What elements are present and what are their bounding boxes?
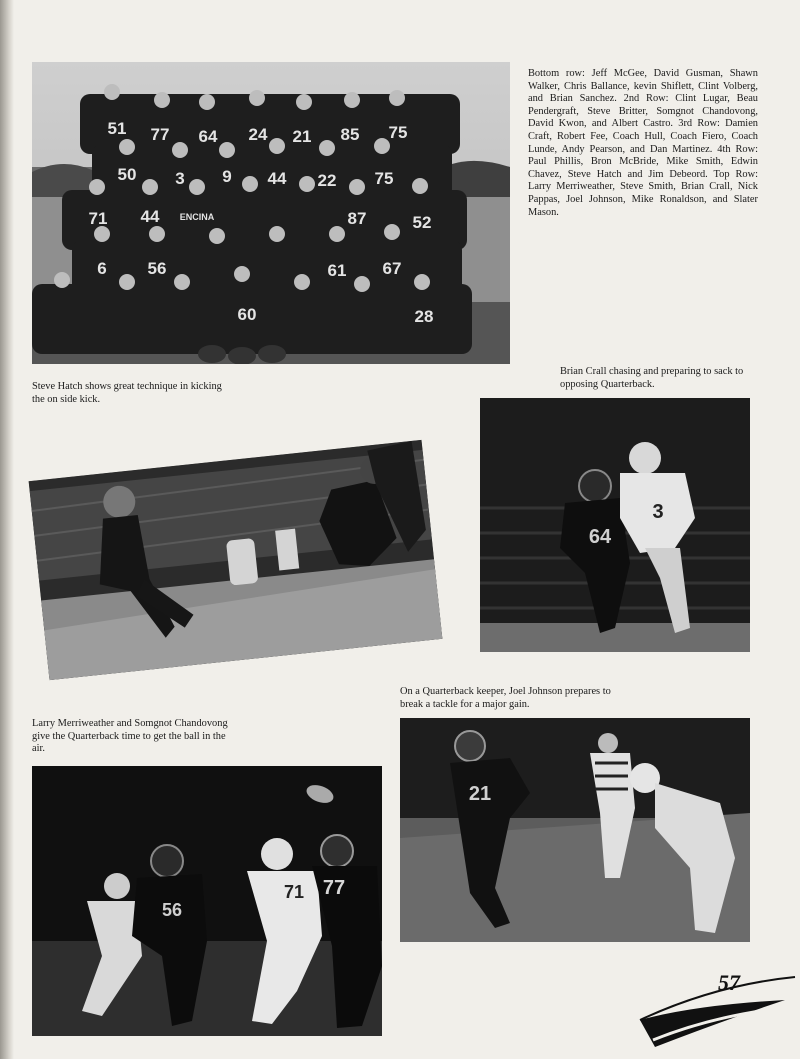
team-jersey-number: 77 xyxy=(150,125,170,144)
team-jersey-number: 75 xyxy=(374,169,394,188)
team-jersey-number: 50 xyxy=(117,165,137,184)
team-jersey-number: 44 xyxy=(140,207,160,226)
pass-jersey-number: 77 xyxy=(322,877,346,899)
team-photo xyxy=(32,62,510,364)
keeper-jersey-number: 21 xyxy=(468,783,492,805)
pass-photo-image xyxy=(32,766,382,1036)
team-jersey-number: 44 xyxy=(267,169,287,188)
team-photo-caption: Bottom row: Jeff McGee, David Gusman, Shawn Walker, Chris Ballance, kevin Shiflett, Clint Volberg, and Brian Sanchez. 2nd Row: Clint Lugar, Beau Pendergraft, Steve Britter, Somgnot Chandovong, David Kwon, and Albert Castro. 3rd Row: Damien Craft, Robert Fee, Coach Hull, Coach Fiero, Coach Lunde, Andy Pearson, and Dan Martinez. 4th Row: Paul Phillis, Bron McBride, Mike Smith, Edwin Chavez, Steve Hatch and Jim Debeord. Top Row: Larry Merriweather, Steve Smith, Brian Crall, Nick Pappas, Joel Johnson, Mike Ronaldson, and Slater Mason. xyxy=(528,68,758,218)
sack-photo-caption: Brian Crall chasing and preparing to sack to opposing Quarterback. xyxy=(560,366,744,390)
team-jersey-number: 87 xyxy=(347,209,367,228)
page-number: 57 xyxy=(718,970,740,995)
pass-photo-caption: Larry Merriweather and Somgnot Chandovong give the Quarterback time to get the ball in the air. xyxy=(32,718,228,755)
team-photo-image xyxy=(32,62,510,364)
team-jersey-number: 56 xyxy=(147,259,167,278)
team-jersey-number: 9 xyxy=(222,167,232,186)
team-jersey-number: 6 xyxy=(97,259,107,278)
keeper-photo-caption: On a Quarterback keeper, Joel Johnson prepares to break a tackle for a major gain. xyxy=(400,686,611,710)
page-binding-shadow xyxy=(0,0,14,1059)
keeper-photo-image xyxy=(400,718,750,942)
team-jersey-number: 3 xyxy=(175,169,185,188)
sack-jersey-number: 3 xyxy=(652,501,664,523)
team-jersey-number: 22 xyxy=(317,171,337,190)
sack-jersey-number: 64 xyxy=(588,526,612,548)
team-jersey-number: 71 xyxy=(88,209,108,228)
team-jersey-number: 28 xyxy=(414,307,434,326)
team-jersey-number: 61 xyxy=(327,261,347,280)
team-jersey-number: 21 xyxy=(292,127,312,146)
kick-photo-caption: Steve Hatch shows great technique in kicking the on side kick. xyxy=(32,381,222,405)
kick-photo-image xyxy=(29,440,443,680)
team-jersey-number: 52 xyxy=(412,213,432,232)
team-jersey-number: 67 xyxy=(382,259,402,278)
team-jersey-number: 51 xyxy=(107,119,127,138)
pass-jersey-number: 71 xyxy=(283,882,305,902)
kick-photo xyxy=(29,440,443,680)
team-jersey-text: ENCINA xyxy=(179,212,215,222)
keeper-photo xyxy=(400,718,750,942)
pass-photo xyxy=(32,766,382,1036)
team-jersey-number: 85 xyxy=(340,125,360,144)
sack-photo-image xyxy=(480,398,750,652)
team-jersey-number: 60 xyxy=(237,305,257,324)
team-jersey-number: 64 xyxy=(198,127,218,146)
sack-photo xyxy=(480,398,750,652)
pass-jersey-number: 56 xyxy=(161,900,183,920)
team-jersey-number: 75 xyxy=(388,123,408,142)
team-jersey-number: 24 xyxy=(248,125,268,144)
